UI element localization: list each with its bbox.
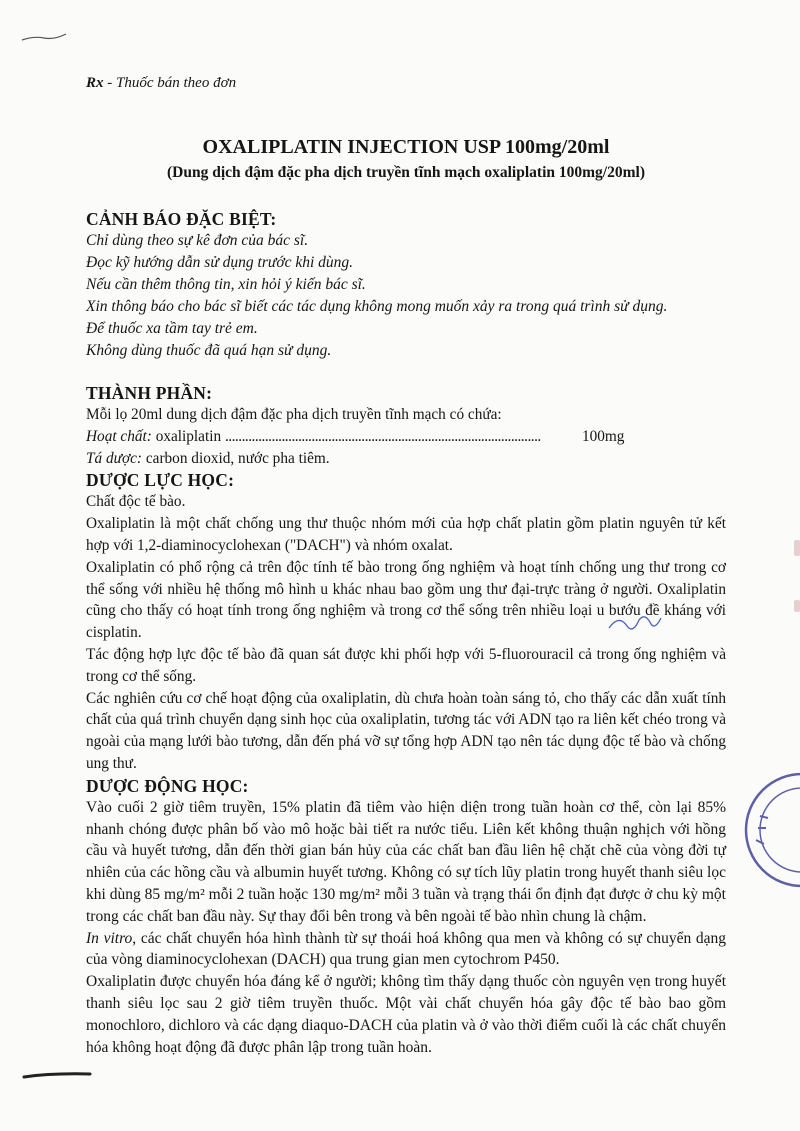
prescription-note — [86, 72, 726, 94]
pharmacokinetics-section — [86, 775, 726, 1059]
special-warning-heading: CẢNH BÁO ĐẶC BIỆT: — [86, 209, 277, 229]
pharmacodynamics-section — [86, 469, 726, 774]
scan-mark-bottom — [22, 1070, 92, 1080]
active-ingredient-amount: 100mg — [581, 427, 625, 445]
pharmacokinetics-paragraph: Vào cuối 2 giờ tiêm truyền, 15% platin đã tiêm vào hiện diện trong tuần hoàn cơ thể, còn lại 85% nhanh chóng được phân bố vào mô hoặc bài tiết ra nước tiểu. Liên kết không thuận nghịch với hồng cầu và huyết tương, dẫn đến thời gian bán hủy của các chất ban đầu liên hệ chặt chẽ của vòng đời tự nhiên của các hồng cầu và albumin huyết tương. Không có sự tích lũy platin trong huyết thanh siêu lọc khi dùng 85 mg/m² mỗi 2 tuần hoặc 130 mg/m² mỗi 3 tuần và trạng thái ổn định đạt được ở chu kỳ một trong các chất ban đầu này. Sự thay đổi bên trong và bên ngoài tế bào nhìn chung là chậm. — [86, 798, 726, 925]
excipient-row — [86, 448, 726, 470]
document-body — [86, 72, 726, 1058]
scan-mark-top — [20, 30, 68, 44]
active-ingredient-label: Hoạt chất: — [86, 427, 152, 445]
product-title: OXALIPLATIN INJECTION USP 100mg/20ml — [202, 136, 610, 158]
pharmacokinetics-paragraph: Oxaliplatin được chuyển hóa đáng kể ở người; không tìm thấy dạng thuốc còn nguyên vẹn trong huyết thanh siêu lọc sau 2 giờ tiêm truyền thuốc. Một vài chất chuyển hóa gây độc tế bào bao gồm monochloro, dichloro và các dạng diaquo-DACH của platin và ở vào thời điểm cuối là các chất chuyển hóa không hoạt động đã được phân lập trong tuần hoàn. — [86, 973, 726, 1056]
composition-heading: THÀNH PHẦN: — [86, 383, 213, 403]
pharmacodynamics-paragraph: Các nghiên cứu cơ chế hoạt động của oxaliplatin, dù chưa hoàn toàn sáng tỏ, cho thấy các dẫn xuất tính chất của quá trình chuyển dạng sinh học của oxaliplatin, tương tác với ADN tạo ra liên kết chéo trong và ngoài của mạng lưới bào tương, dẫn đến phá vỡ sự tổng hợp ADN tạo nên tác dụng độc tế bào và chống ung thư. — [86, 689, 726, 772]
edge-mark — [794, 600, 800, 612]
pharmacodynamics-paragraph: Oxaliplatin là một chất chống ung thư thuộc nhóm mới của hợp chất platin gồm platin nguyên tử kết hợp với 1,2-diaminocyclohexan ("DACH") và nhóm oxalat. — [86, 515, 726, 554]
edge-mark — [794, 540, 800, 556]
rx-symbol: Rx — [86, 75, 104, 91]
excipient-value: carbon dioxid, nước pha tiêm. — [145, 449, 330, 467]
pharmacokinetics-paragraph — [86, 928, 726, 972]
warning-line: Nếu cần thêm thông tin, xin hỏi ý kiến bác sĩ. — [86, 276, 366, 293]
composition-intro: Mỗi lọ 20ml dung dịch đậm đặc pha dịch truyền tĩnh mạch có chứa: — [86, 406, 502, 423]
warning-line: Không dùng thuốc đã quá hạn sử dụng. — [86, 342, 332, 359]
active-ingredient-name: oxaliplatin — [155, 427, 222, 445]
special-warning-section — [86, 208, 726, 362]
warning-line: Đọc kỹ hướng dẫn sử dụng trước khi dùng. — [86, 254, 354, 271]
warning-line: Chỉ dùng theo sự kê đơn của bác sĩ. — [86, 232, 309, 249]
stamp-partial — [742, 770, 800, 890]
product-subtitle: (Dung dịch đậm đặc pha dịch truyền tĩnh mạch oxaliplatin 100mg/20ml) — [167, 164, 645, 181]
in-vitro-text: , các chất chuyển hóa hình thành từ sự thoái hoá không qua men và không có sự chuyển dạng của vòng diaminocyclohexan (DACH) qua trung gian men cytochrom P450. — [86, 929, 726, 969]
pharmacodynamics-paragraph: Oxaliplatin có phổ rộng cả trên độc tính tế bào trong ống nghiệm và hoạt tính chống ung thư trong cơ thể sống với nhiều hệ thống mô hình u khác nhau bao gồm ung thư đại-trực tràng ở người. Oxaliplatin cũng cho thấy có hoạt tính trong ống nghiệm và trong cơ thể sống trên nhiều loại u bướu đề kháng với cisplatin. — [86, 558, 726, 642]
pharmacodynamics-paragraph: Chất độc tế bào. — [86, 493, 186, 511]
pharmacokinetics-heading: DƯỢC ĐỘNG HỌC: — [86, 775, 249, 796]
rx-text: - Thuốc bán theo đơn — [107, 75, 237, 91]
leader-dots: ............................................................................................... — [224, 427, 541, 445]
pharmacodynamics-heading: DƯỢC LỰC HỌC: — [86, 470, 235, 491]
active-ingredient-row — [86, 426, 726, 448]
warning-line: Xin thông báo cho bác sĩ biết các tác dụng không mong muốn xảy ra trong quá trình sử dụng. — [86, 298, 668, 315]
pharmacodynamics-paragraph: Tác động hợp lực độc tế bào đã quan sát được khi phối hợp với 5-fluorouracil cả trong ống nghiệm và trong cơ thể sống. — [86, 645, 726, 685]
composition-section — [86, 382, 726, 469]
excipient-label: Tá dược: — [86, 449, 143, 467]
warning-line: Để thuốc xa tầm tay trẻ em. — [86, 320, 258, 337]
in-vitro-term: In vitro — [86, 929, 133, 947]
